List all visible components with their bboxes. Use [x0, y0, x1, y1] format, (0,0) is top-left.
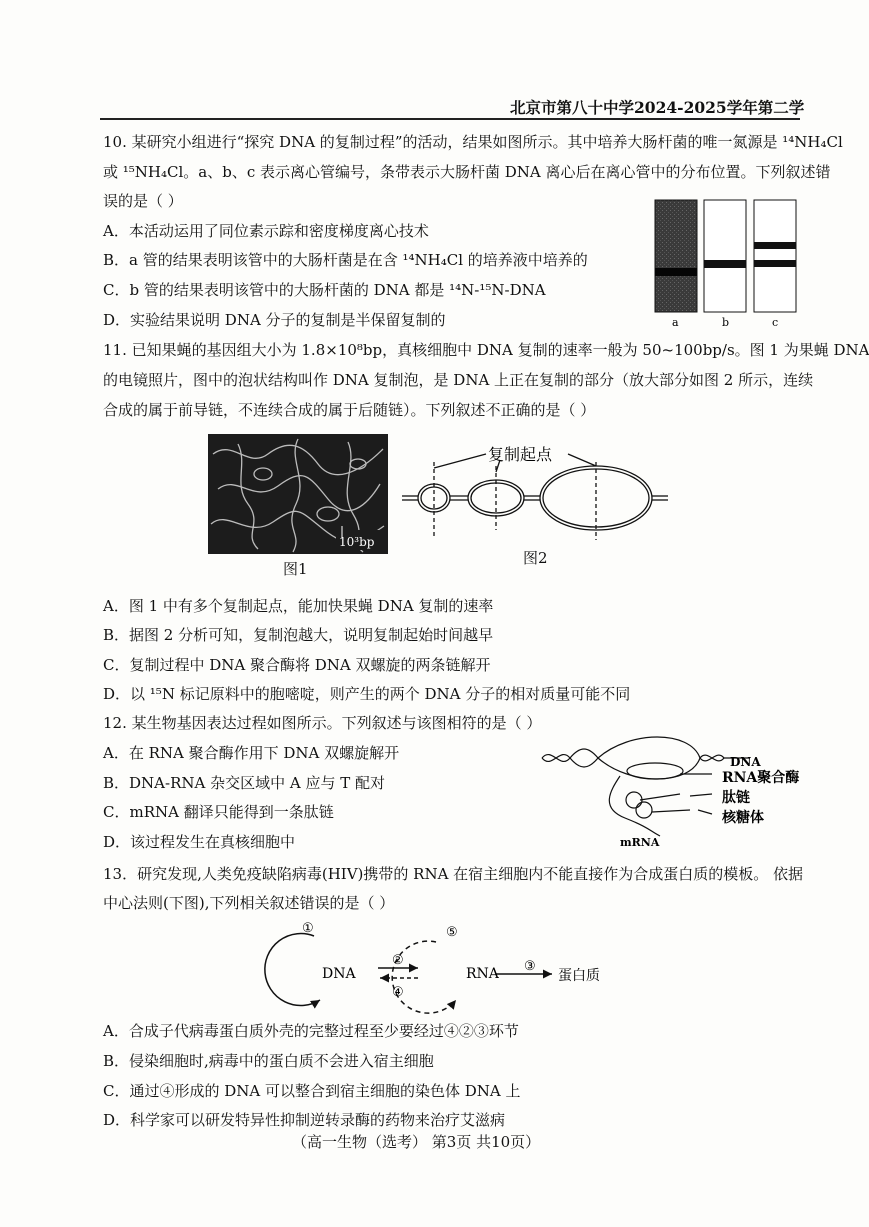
gene-expression-diagram: [540, 736, 800, 851]
q13-stem-line2: 中心法则(下图),下列相关叙述错误的是（ ）: [103, 894, 395, 912]
label-peptide-chain: 肽链: [722, 790, 750, 806]
q13-option-b: B．侵染细胞时,病毒中的蛋白质不会进入宿主细胞: [103, 1052, 434, 1070]
step-1-marker: ①: [302, 921, 314, 936]
step-5-marker: ⑤: [446, 925, 458, 940]
q10-option-d: D．实验结果说明 DNA 分子的复制是半保留复制的: [103, 311, 446, 329]
page-header-title: 北京市第八十中学2024-2025学年第二学: [510, 98, 805, 117]
node-protein: 蛋白质: [558, 968, 600, 984]
q11-stem-line3: 合成的属于前导链，不连续合成的属于后随链）。下列叙述不正确的是（ ）: [103, 401, 596, 419]
tube-label-a: a: [672, 316, 679, 329]
q10-stem-line2: 或 ¹⁵NH₄Cl。a、b、c 表示离心管编号，条带表示大肠杆菌 DNA 离心后在离心管中的分布位置。下列叙述错: [103, 163, 831, 181]
tube-label-b: b: [722, 316, 730, 329]
label-mrna: mRNA: [620, 836, 660, 849]
q10-option-c: C．b 管的结果表明该管中的大肠杆菌的 DNA 都是 ¹⁴N-¹⁵N-DNA: [103, 281, 546, 299]
tube-a: [655, 200, 697, 312]
q10-stem-line1: 10. 某研究小组进行“探究 DNA 的复制过程”的活动，结果如图所示。其中培养大肠杆菌的唯一氮源是 ¹⁴NH₄Cl: [103, 133, 843, 151]
q11-option-d: D．以 ¹⁵N 标记原料中的胞嘧啶，则产生的两个 DNA 分子的相对质量可能不同: [103, 685, 631, 703]
q13-option-d: D．科学家可以研发特异性抑制逆转录酶的药物来治疗艾滋病: [103, 1111, 506, 1129]
figure1-caption: 图1: [283, 560, 308, 578]
q12-option-b: B．DNA-RNA 杂交区域中 A 应与 T 配对: [103, 774, 386, 792]
q10-option-b: B．a 管的结果表明该管中的大肠杆菌是在含 ¹⁴NH₄Cl 的培养液中培养的: [103, 251, 588, 269]
label-ribosome: 核糖体: [722, 810, 764, 826]
node-dna: DNA: [322, 966, 356, 982]
figure2-caption: 图2: [523, 549, 548, 567]
central-dogma-diagram: [268, 920, 628, 1012]
tube-label-c: c: [772, 316, 779, 329]
step-2-marker: ②: [392, 953, 404, 968]
dna-electron-micrograph: [208, 434, 388, 559]
q11-option-c: C．复制过程中 DNA 聚合酶将 DNA 双螺旋的两条链解开: [103, 656, 491, 674]
header-rule: [100, 118, 800, 120]
q12-stem-line1: 12. 某生物基因表达过程如图所示。下列叙述与该图相符的是（ ）: [103, 714, 542, 732]
q10-option-a: A．本活动运用了同位素示踪和密度梯度离心技术: [103, 222, 429, 240]
tube-c: [754, 200, 796, 312]
centrifuge-tubes-figure: [650, 198, 800, 333]
q12-option-a: A．在 RNA 聚合酶作用下 DNA 双螺旋解开: [103, 744, 400, 762]
tube-b: [704, 200, 746, 312]
q13-option-a: A．合成子代病毒蛋白质外壳的完整过程至少要经过④②③环节: [103, 1022, 519, 1040]
q11-stem-line2: 的电镜照片，图中的泡状结构叫作 DNA 复制泡，是 DNA 上正在复制的部分（放大部分如图 2 所示，连续: [103, 371, 814, 389]
q12-option-c: C．mRNA 翻译只能得到一条肽链: [103, 803, 334, 821]
page-footer: （高一生物（选考） 第3页 共10页）: [292, 1133, 541, 1151]
q12-option-d: D．该过程发生在真核细胞中: [103, 833, 296, 851]
step-3-marker: ③: [524, 959, 536, 974]
micrograph-scale-label: 10³bp: [339, 535, 375, 549]
q13-option-c: C．通过④形成的 DNA 可以整合到宿主细胞的染色体 DNA 上: [103, 1082, 521, 1100]
replication-bubble-diagram: [400, 440, 670, 550]
label-rna-polymerase: RNA聚合酶: [722, 770, 800, 786]
q13-stem-line1: 13．研究发现,人类免疫缺陷病毒(HIV)携带的 RNA 在宿主细胞内不能直接作为合成蛋白质的模板。 依据: [103, 865, 803, 883]
q11-stem-line1: 11. 已知果蝇的基因组大小为 1.8×10⁸bp，真核细胞中 DNA 复制的速率一般为 50~100bp/s。图 1 为果蝇 DNA: [103, 341, 869, 359]
q11-option-b: B．据图 2 分析可知，复制泡越大，说明复制起始时间越早: [103, 626, 494, 644]
node-rna: RNA: [466, 966, 499, 982]
q10-stem-line3: 误的是（ ）: [103, 192, 183, 210]
replication-origin-label: 复制起点: [488, 445, 553, 464]
step-4-marker: ④: [392, 985, 404, 1000]
label-dna: DNA: [730, 755, 761, 769]
q11-option-a: A．图 1 中有多个复制起点，能加快果蝇 DNA 复制的速率: [103, 597, 494, 615]
